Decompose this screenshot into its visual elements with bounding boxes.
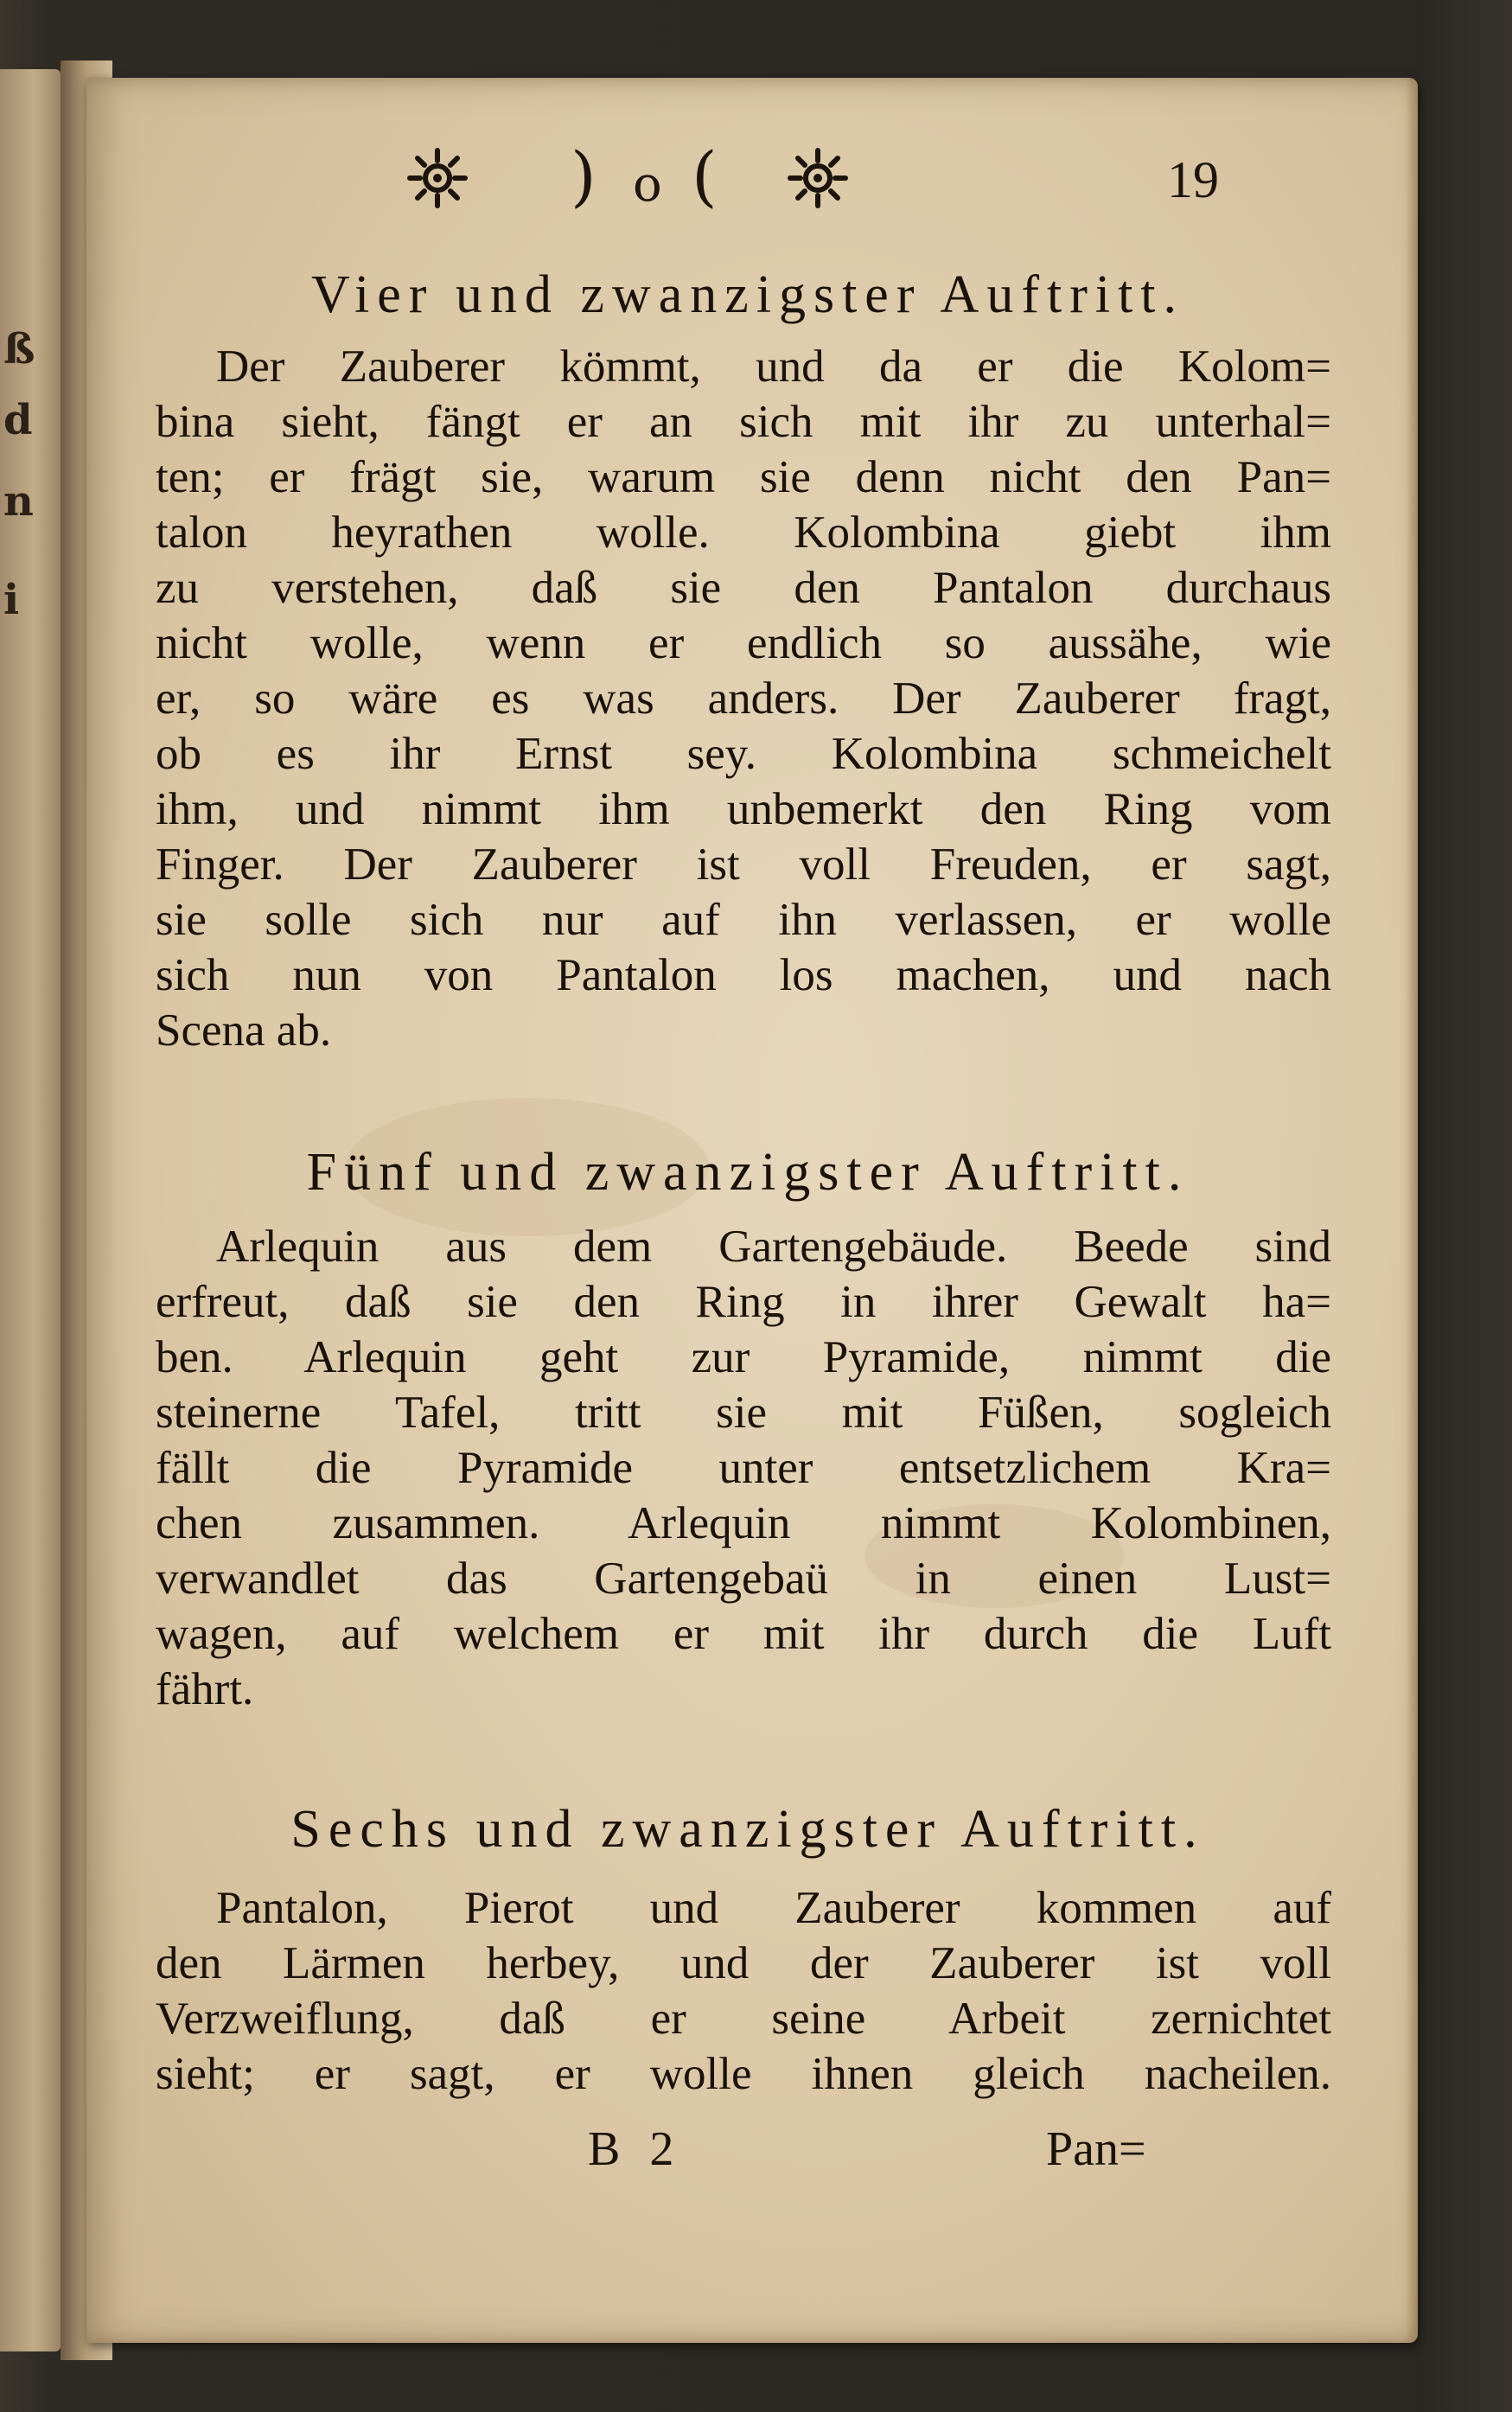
ornament-icon <box>406 147 469 209</box>
text-line: bina sieht, fängt er an sich mit ihr zu unterhal= <box>156 397 1331 447</box>
header-paren-close: ( <box>692 137 718 214</box>
page-footer <box>86 2122 1418 2185</box>
text-line: verwandlet das Gartengebaü in einen Lust= <box>156 1554 1331 1604</box>
header-paren-open: ) <box>571 137 597 214</box>
header-dot: o <box>633 156 662 213</box>
scene-text <box>156 1219 1331 1720</box>
scene-heading: Sechs und zwanzigster Auftritt. <box>290 1800 1205 1859</box>
previous-page-glyph: ß <box>3 325 35 373</box>
ornament-icon <box>787 147 849 209</box>
text-line: den Lärmen herbey, und der Zauberer ist voll <box>156 1938 1331 1988</box>
text-line: Der Zauberer kömmt, und da er die Kolom= <box>216 341 1331 392</box>
text-line: steinerne Tafel, tritt sie mit Füßen, sogleich <box>156 1388 1331 1438</box>
text-line: nicht wolle, wenn er endlich so aussähe, wie <box>156 618 1331 668</box>
text-line: Pantalon, Pierot und Zauberer kommen auf <box>216 1883 1331 1933</box>
scene-heading: Fünf und zwanzigster Auftritt. <box>306 1143 1190 1202</box>
signature-mark: B 2 <box>588 2122 674 2176</box>
book-page <box>86 78 1418 2343</box>
text-line: wagen, auf welchem er mit ihr durch die Luft <box>156 1609 1331 1659</box>
text-line: ben. Arlequin geht zur Pyramide, nimmt die <box>156 1332 1331 1382</box>
text-line: er, so wäre es was anders. Der Zauberer fragt, <box>156 673 1331 724</box>
text-line: talon heyrathen wolle. Kolombina giebt ihm <box>156 507 1331 558</box>
catchword: Pan= <box>1046 2122 1146 2176</box>
text-line: sieht; er sagt, er wolle ihnen gleich nacheilen. <box>156 2049 1331 2099</box>
text-line: ten; er frägt sie, warum sie denn nicht den Pan= <box>156 452 1331 502</box>
text-line: sie solle sich nur auf ihn verlassen, er wolle <box>156 895 1331 945</box>
text-line: fällt die Pyramide unter entsetzlichem Kra= <box>156 1443 1331 1493</box>
text-line: erfreut, daß sie den Ring in ihrer Gewalt ha= <box>156 1277 1331 1327</box>
text-line: Finger. Der Zauberer ist voll Freuden, er sagt, <box>156 839 1331 890</box>
scene-text <box>156 339 1331 1065</box>
text-line: zu verstehen, daß sie den Pantalon durchaus <box>156 563 1331 613</box>
page-number: 19 <box>1167 151 1219 208</box>
previous-page-glyph: d <box>3 396 33 444</box>
text-line: sich nun von Pantalon los machen, und nach <box>156 950 1331 1000</box>
text-line: Verzweiflung, daß er seine Arbeit zernichtet <box>156 1994 1331 2044</box>
scene-heading: Vier und zwanzigster Auftritt. <box>310 265 1185 324</box>
previous-page-glyph: n <box>3 477 34 526</box>
scene-text <box>156 1880 1331 2105</box>
previous-page-edge <box>0 69 61 2351</box>
page-edge-shadow <box>1406 78 1418 2343</box>
text-line: ob es ihr Ernst sey. Kolombina schmeichelt <box>156 729 1331 779</box>
text-line: ihm, und nimmt ihm unbemerkt den Ring vom <box>156 784 1331 834</box>
text-line: Scena ab. <box>156 1005 332 1056</box>
running-header <box>406 138 1081 225</box>
text-line: Arlequin aus dem Gartengebäude. Beede sind <box>216 1222 1331 1272</box>
text-line: chen zusammen. Arlequin nimmt Kolombinen, <box>156 1498 1331 1548</box>
text-line: fährt. <box>156 1664 254 1714</box>
previous-page-glyph: i <box>3 576 20 624</box>
